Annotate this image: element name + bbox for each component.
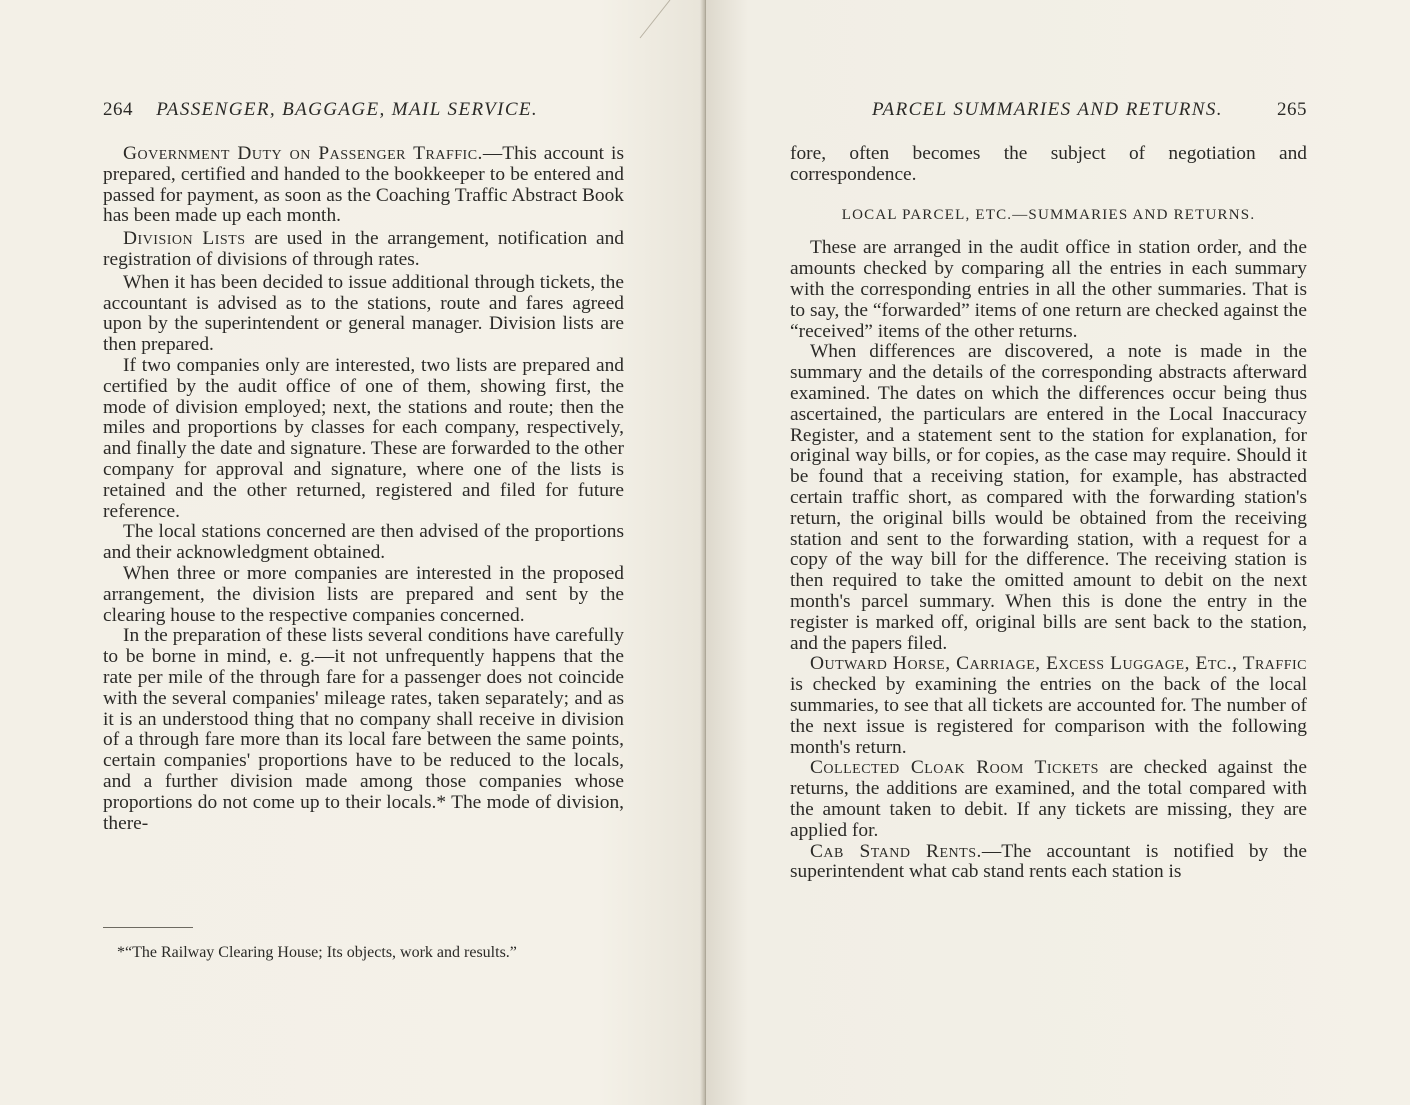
paragraph-division-lists: Division Lists are used in the arrangement, notification and registration of divisions of through rates. [103,228,624,270]
right-page [706,0,1410,1105]
paragraph: When it has been decided to issue additional through tickets, the accountant is advised as to the stations, route and fares agreed upon by the superintendent or general manager. Division lists are then prepared. [103,271,624,356]
lead-heading: Outward Horse, Carriage, Excess Luggage, Etc., Traffic [810,653,1307,675]
paragraph: If two companies only are interested, two lists are prepared and certified by the audit office of one of them, showing first, the mode of division employed; next, the stations and route; then the miles and proportions by classes for each company, respectively, and finally the date and signature. These are forwarded to the other company for approval and signature, where one of the lists is retained and the other returned, registered and filed for future reference. [103,354,624,522]
paragraph-outward-horse: Outward Horse, Carriage, Excess Luggage, Etc., Traffic is checked by examining the entries on the back of the local summaries, to see that all tickets are accounted for. The number of the next issue is registered for comparison with the following month's return. [790,653,1307,758]
section-heading: LOCAL PARCEL, ETC.—SUMMARIES AND RETURNS. [841,206,1256,223]
paragraph: The local stations concerned are then advised of the proportions and their acknowledgment obtained. [103,521,624,564]
footnote: *“The Railway Clearing House; Its objects, work and results.” [117,944,517,961]
paragraph: These are arranged in the audit office in station order, and the amounts checked by comparing all the entries in each summary with the corresponding entries in all the other summaries. That is to say, the “forwarded” items of one return are checked against the “received” items of the other returns. [790,237,1307,342]
lead-heading: Government Duty on Passenger Traffic. [123,143,483,164]
right-text-column [790,144,1307,883]
paragraph-cloak-room: Collected Cloak Room Tickets are checked against the returns, the additions are examined, and the total compared with the amount taken to debit. If any tickets are missing, they are applied for. [790,757,1307,841]
lead-heading: Collected Cloak Room Tickets [810,757,1099,779]
left-page-number: 264 [103,99,133,120]
right-page-number: 265 [1277,99,1307,120]
left-running-head [103,99,538,121]
left-page [0,0,704,1105]
paragraph: In the preparation of these lists several conditions have carefully to be borne in mind, e. g.—it not unfrequently happens that the rate per mile of the through fare for a passenger does not coincide with the several companies' mileage rates, taken separately; and as it is an understood thing that no company shall receive in division of a through fare more than its local fare between the same points, certain companies' proportions have to be reduced to the locals, and a further division made among those companies whose proportions do not come up to their locals.* The mode of division, there- [103,625,624,834]
footnote-rule [103,927,193,928]
continuation-text: fore, often becomes the subject of negotiation and correspondence. [790,143,1307,185]
left-running-title: PASSENGER, BAGGAGE, MAIL SERVICE. [156,99,539,120]
lead-heading: Division Lists [123,228,246,250]
paragraph: When differences are discovered, a note is made in the summary and the details of the corresponding abstracts afterward examined. The dates on which the differences occur being thus ascertained, the particulars are entered in the Local Inaccuracy Register, and a statement sent to the station for explanation, for original way bills, or for copies, as the case may require. Should it be found that a receiving station, for example, has abstracted certain traffic short, as compared with the forwarding station's return, the original bills would be obtained from the receiving station and sent to the forwarding station, with a request for a copy of the way bill for the difference. The receiving station is then required to take the omitted amount to debit on the next month's parcel summary. When this is done the entry in the register is marked off, original bills are sent back to the station, and the papers filed. [790,341,1307,654]
right-running-title: PARCEL SUMMARIES AND RETURNS. [872,99,1223,120]
page-crease [600,0,680,40]
paragraph-cab-stand: Cab Stand Rents.—The accountant is notified by the superintendent what cab stand rents each station is [790,840,1307,883]
right-running-head [872,99,1307,121]
paragraph-government-duty: Government Duty on Passenger Traffic.—This account is prepared, certified and handed to the bookkeeper to be entered and passed for payment, as soon as the Coaching Traffic Abstract Book has been made up each month. [103,143,624,227]
left-text-column [103,144,624,834]
paragraph: When three or more companies are interested in the proposed arrangement, the division lists are prepared and sent by the clearing house to the respective companies concerned. [103,562,624,626]
lead-heading: Cab Stand Rents. [810,840,982,862]
